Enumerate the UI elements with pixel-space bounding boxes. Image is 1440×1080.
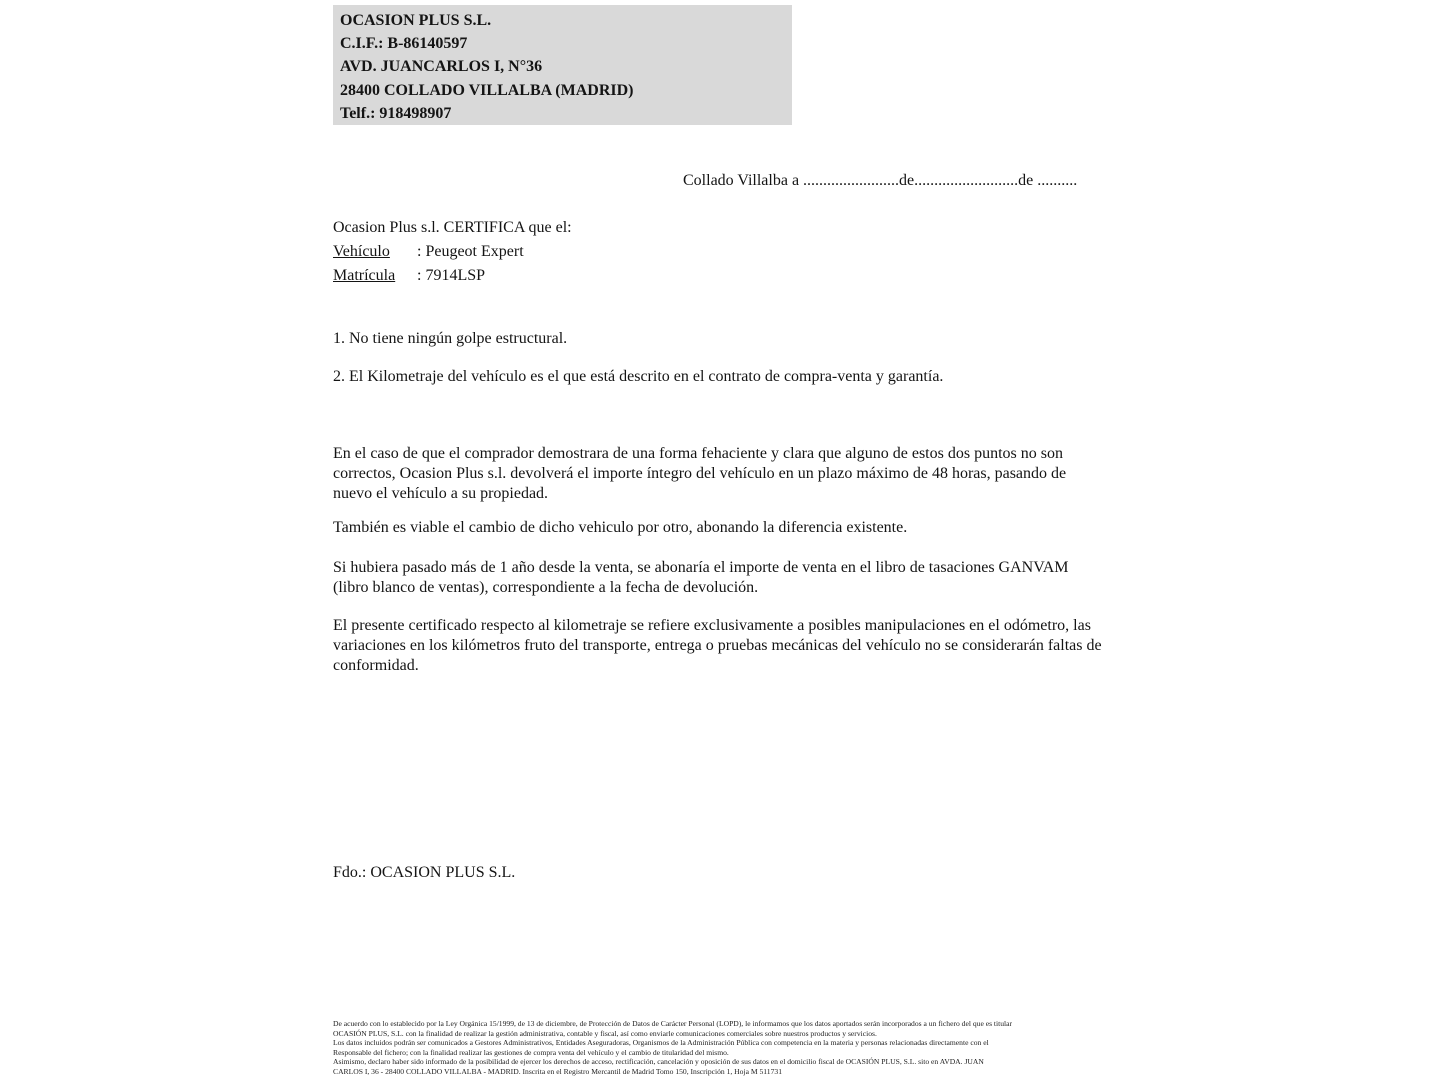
- company-cif: C.I.F.: B-86140597: [340, 35, 468, 53]
- paragraph-refund-terms: En el caso de que el comprador demostrara de una forma fehaciente y clara que alguno de estos dos puntos no son correctos, Ocasion Plus s.l. devolverá el importe íntegro del vehículo en un plazo máximo de 48 horas, pasando de nuevo el vehículo a su propiedad.: [333, 445, 1067, 502]
- certificate-intro: Ocasion Plus s.l. CERTIFICA que el:: [333, 219, 572, 236]
- letterhead: [333, 5, 792, 125]
- signature-line: Fdo.: OCASION PLUS S.L.: [333, 864, 516, 881]
- paragraph-exchange-option: También es viable el cambio de dicho vehiculo por otro, abonando la diferencia existente.: [333, 519, 908, 536]
- plate-row: [333, 264, 1108, 288]
- document-body: [333, 216, 1108, 882]
- certified-point-1: 1. No tiene ningún golpe estructural.: [333, 330, 568, 347]
- company-address: AVD. JUANCARLOS I, N°36: [340, 58, 543, 76]
- company-name: OCASION PLUS S.L.: [340, 12, 492, 29]
- vehicle-row: [333, 240, 1108, 264]
- vehicle-value: : Peugeot Expert: [417, 243, 524, 260]
- date-line: Collado Villalba a ........................de..........................de ..........: [683, 172, 1078, 189]
- paragraph-ganvam-valuation: Si hubiera pasado más de 1 año desde la venta, se abonaría el importe de venta en el libro de tasaciones GANVAM (libro blanco de ventas), correspondiente a la fecha de devolución.: [333, 559, 1069, 596]
- certified-point-2: 2. El Kilometraje del vehículo es el que está descrito en el contrato de compra-venta y garantía.: [333, 368, 944, 385]
- vehicle-label: Vehículo: [333, 243, 390, 260]
- legal-footer: [333, 1019, 1105, 1077]
- paragraph-odometer-scope: El presente certificado respecto al kilometraje se refiere exclusivamente a posibles manipulaciones en el odómetro, las variaciones en los kilómetros fruto del transporte, entrega o pruebas mecánicas del vehículo no se considerarán faltas de conformidad.: [333, 617, 1102, 674]
- legal-footer-line: Responsable del fichero; con la finalidad realizar las gestiones de compra venta del vehículo y el cambio de titularidad del mismo.: [333, 1047, 729, 1057]
- plate-value: : 7914LSP: [417, 267, 486, 284]
- company-city: 28400 COLLADO VILLALBA (MADRID): [340, 81, 634, 99]
- legal-footer-line: Los datos incluidos podrán ser comunicados a Gestores Administrativos, Entidades Aseguradoras, Organismos de la Administración Pública con competencia en la materia y personas relacionadas directamente con el: [333, 1038, 989, 1048]
- legal-footer-line: OCASIÓN PLUS, S.L. con la finalidad de realizar la gestión administrativa, contable y fiscal, así como enviarle comunicaciones comerciales sobre nuestros productos y servicios.: [333, 1028, 877, 1038]
- legal-footer-line: CARLOS I, 36 - 28400 COLLADO VILLALBA - MADRID. Inscrita en el Registro Mercantil de Madrid Tomo 150, Inscripción 1, Hoja M 511731: [333, 1066, 782, 1076]
- plate-label: Matrícula: [333, 267, 396, 284]
- legal-footer-line: Asimismo, declaro haber sido informado de la posibilidad de ejercer los derechos de acceso, rectificación, cancelación y oposición de sus datos en el domicilio fiscal de OCASIÓN PLUS, S.L. sito en AVDA. JUAN: [333, 1057, 984, 1067]
- legal-footer-line: De acuerdo con lo establecido por la Ley Orgánica 15/1999, de 13 de diciembre, de Protección de Datos de Carácter Personal (LOPD), le informamos que los datos aportados serán incorporados a un fichero del que es titular: [333, 1019, 1013, 1028]
- company-phone: Telf.: 918498907: [340, 104, 452, 122]
